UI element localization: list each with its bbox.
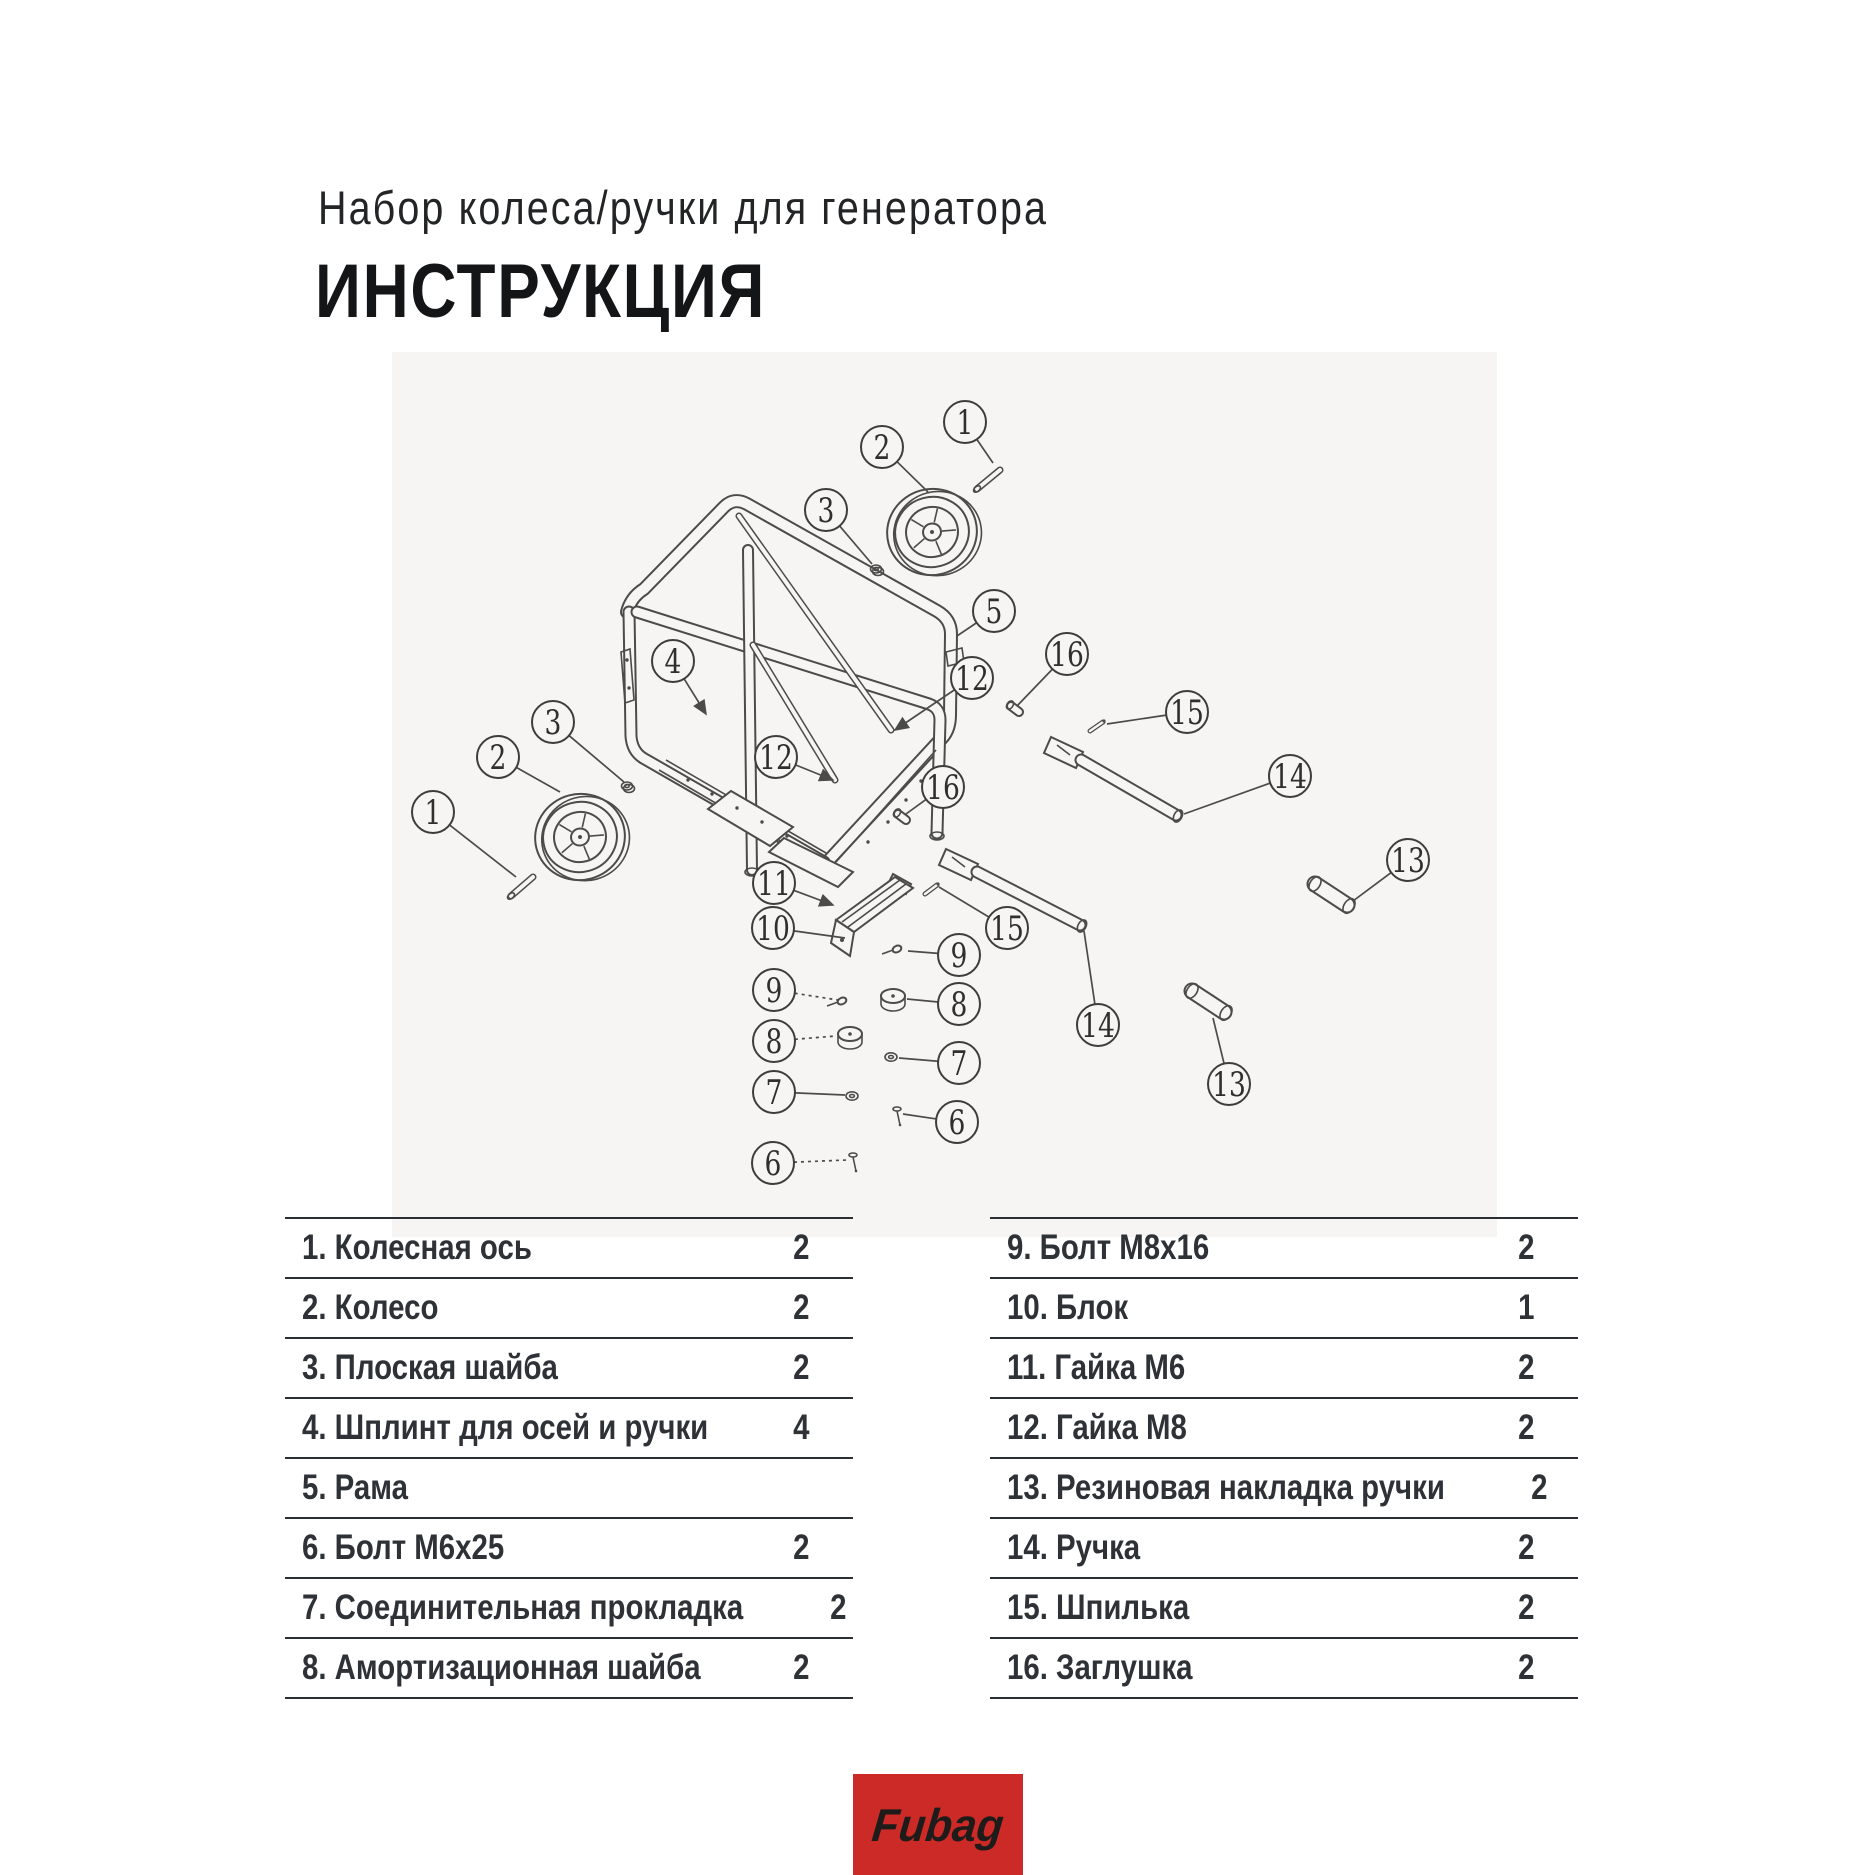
callout-number: 7	[765, 1073, 783, 1113]
table-row	[990, 1579, 1578, 1639]
callout-number: 9	[950, 936, 968, 976]
part-qty: 4	[792, 1408, 809, 1447]
table-row	[285, 1399, 853, 1459]
part-qty: 2	[792, 1528, 809, 1567]
part-name: 5. Рама	[302, 1468, 408, 1507]
table-row	[285, 1219, 853, 1279]
part-name: 14. Ручка	[1007, 1528, 1141, 1567]
callout-number: 12	[759, 738, 793, 778]
callout-number: 8	[950, 985, 968, 1025]
callout-number: 15	[990, 909, 1024, 949]
callout-number: 11	[757, 864, 791, 904]
callout-number: 3	[817, 491, 835, 531]
callout-number: 7	[950, 1044, 968, 1084]
part-name: 4. Шплинт для осей и ручки	[302, 1408, 709, 1447]
brand-logo-text: Fubag	[869, 1798, 1007, 1851]
table-row	[990, 1399, 1578, 1459]
callout-number: 5	[985, 592, 1003, 632]
callout-number: 13	[1212, 1065, 1246, 1105]
table-row	[990, 1219, 1578, 1279]
page-subtitle-text: Набор колеса/ручки для генератора	[318, 181, 1049, 234]
table-row	[285, 1459, 853, 1519]
table-row	[990, 1639, 1578, 1699]
callout-number: 1	[424, 793, 442, 833]
part-qty: 2	[1517, 1648, 1534, 1687]
table-row	[285, 1339, 853, 1399]
part-qty: 2	[1531, 1468, 1548, 1507]
callout-number: 12	[955, 659, 989, 699]
callout-number: 13	[1391, 841, 1425, 881]
callout-number: 3	[544, 703, 562, 743]
part-name: 10. Блок	[1007, 1288, 1129, 1327]
callout-number: 1	[956, 403, 974, 443]
callout-number: 15	[1170, 693, 1204, 733]
table-row	[990, 1279, 1578, 1339]
part-qty: 2	[1517, 1228, 1534, 1267]
part-name: 15. Шпилька	[1007, 1588, 1190, 1627]
part-qty: 2	[792, 1348, 809, 1387]
callout-number: 9	[765, 971, 783, 1011]
part-name: 2. Колесо	[302, 1288, 439, 1327]
part-name: 16. Заглушка	[1007, 1648, 1193, 1687]
callout-number: 14	[1081, 1006, 1115, 1046]
part-name: 6. Болт М6х25	[302, 1528, 505, 1567]
part-qty: 2	[1517, 1408, 1534, 1447]
callout-number: 16	[926, 768, 960, 808]
part-qty: 2	[792, 1648, 809, 1687]
part-name: 9. Болт М8х16	[1007, 1228, 1210, 1267]
callout-number: 8	[765, 1022, 783, 1062]
callout-number: 14	[1273, 757, 1307, 797]
callout-number: 6	[764, 1144, 782, 1184]
table-row	[990, 1519, 1578, 1579]
callout-number: 4	[664, 642, 682, 682]
part-qty: 2	[1517, 1588, 1534, 1627]
part-qty: 2	[1517, 1348, 1534, 1387]
part-qty: 2	[830, 1588, 847, 1627]
callout-number: 6	[948, 1103, 966, 1143]
part-name: 8. Амортизационная шайба	[302, 1648, 701, 1687]
table-row	[285, 1519, 853, 1579]
part-qty: 2	[1517, 1528, 1534, 1567]
part-name: 12. Гайка М8	[1007, 1408, 1187, 1447]
table-row	[990, 1459, 1578, 1519]
parts-table-right	[990, 1217, 1578, 1699]
table-row	[285, 1579, 853, 1639]
callout-number: 10	[756, 909, 790, 949]
table-row	[990, 1339, 1578, 1399]
page-title-text: ИНСТРУКЦИЯ	[315, 249, 767, 334]
part-name: 3. Плоская шайба	[302, 1348, 558, 1387]
part-name: 11. Гайка М6	[1007, 1348, 1186, 1387]
callout-number: 16	[1050, 635, 1084, 675]
table-row	[285, 1279, 853, 1339]
parts-table-left	[285, 1217, 853, 1699]
table-row	[285, 1639, 853, 1699]
part-name: 7. Соединительная прокладка	[302, 1588, 744, 1627]
brand-logo	[853, 1774, 1023, 1875]
part-qty: 2	[792, 1228, 809, 1267]
part-name: 1. Колесная ось	[302, 1228, 532, 1267]
part-name: 13. Резиновая накладка ручки	[1007, 1468, 1445, 1507]
part-qty	[809, 1468, 853, 1508]
callout-number: 2	[489, 738, 507, 778]
callout-number: 2	[873, 428, 891, 468]
part-qty: 1	[1517, 1288, 1534, 1327]
part-qty: 2	[792, 1288, 809, 1327]
